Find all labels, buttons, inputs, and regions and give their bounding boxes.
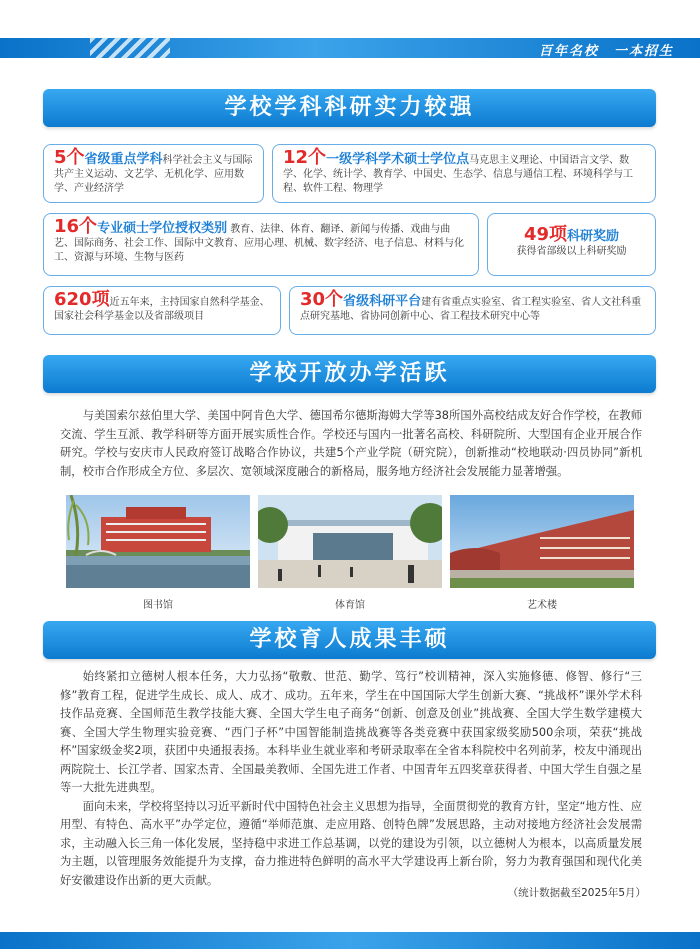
card-number: 16个 bbox=[54, 216, 98, 237]
photo-art-building bbox=[450, 495, 634, 588]
card-number: 30个 bbox=[300, 289, 344, 310]
card-number: 620项 bbox=[54, 289, 110, 310]
card-master-degree-points bbox=[272, 144, 656, 203]
card-projects bbox=[43, 286, 281, 335]
card-number: 49项 bbox=[523, 224, 568, 245]
open-paragraph bbox=[60, 407, 642, 481]
page-header bbox=[0, 0, 700, 62]
card-keyword: 一级学科学术硕士学位点 bbox=[326, 152, 470, 167]
footer-bar bbox=[0, 932, 700, 949]
education-paragraphs bbox=[60, 668, 642, 890]
caption-library: 图书馆 bbox=[143, 600, 173, 611]
card-text: 科学社会主义与国际共产主义运动、文艺学、无机化学、应用数学、产业经济学 bbox=[54, 155, 253, 194]
card-text: 获得省部级以上科研奖励 bbox=[516, 246, 627, 257]
card-text: 近五年来，主持国家自然科学基金、国家社会科学基金以及省部级项目 bbox=[54, 297, 270, 322]
card-keyword: 省级科研平台 bbox=[343, 294, 422, 309]
paragraph-text: 面向未来，学校将坚持以习近平新时代中国特色社会主义思想为指导，全面贯彻党的教育方针，坚定“地方性、应用型、有特色、高水平”办学定位，遵循“举师范旗、走应用路、创特色牌”发展思路，主动对接地方经济社会发展需求，主动融入长三角一体化发展，坚持稳中求进工作总基调，以党的建设为引领，以立德树人为根本，以高质量发展为主题，以管理服务效能提升为支撑，奋力推进特色鲜明的高水平大学建设再上新台阶，努力为教育强国和现代化美好安徽建设作出新的更大贡献。 bbox=[60, 799, 642, 887]
card-keyword: 科研奖励 bbox=[567, 229, 620, 244]
card-text: 建有省重点实验室、省工程实验室、省人文社科重点研究基地、省协同创新中心、省工程技术研究中心等 bbox=[300, 297, 642, 322]
caption-gymnasium: 体育馆 bbox=[335, 600, 365, 611]
art-building-image bbox=[450, 495, 634, 588]
card-text: 教育、法律、体育、翻译、新闻与传播、戏曲与曲艺、国际商务、社会工作、国际中文教育、应用心理、机械、数字经济、电子信息、材料与化工、资源与环境、生物与医药 bbox=[54, 224, 464, 263]
card-keyword: 省级重点学科 bbox=[84, 152, 163, 167]
photo-library bbox=[66, 495, 250, 588]
statistics-note: （统计数据截至2025年5月） bbox=[507, 887, 646, 899]
card-keyword: 专业硕士学位授权类别 bbox=[97, 221, 228, 236]
paragraph-text: 始终紧扣立德树人根本任务，大力弘扬“敬敷、世范、勤学、笃行”校训精神，深入实施修德、修智、修行“三修”教育工程，促进学生成长、成人、成才、成功。五年来，学生在中国国际大学生创新大赛、“挑战杯”课外学术科技作品竞赛、全国师范生教学技能大赛、全国大学生电子商务“创新、创意及创业”挑战赛、全国大学生数学建模大赛、全国大学生物理实验竞赛、“西门子杯”中国智能制造挑战赛等各类竞赛中获国家级奖励500余项，荣获“挑战杯”国家级金奖2项，获团中央通报表扬。本科毕业生就业率和考研录取率在全省本科院校中名列前茅，校友中涌现出两院院士、长江学者、国家杰青、全国最美教师、全国先进工作者、中国青年五四奖章获得者、中国大学生自强之星等一大批先进典型。 bbox=[60, 670, 642, 794]
card-research-awards bbox=[487, 213, 656, 276]
card-key-disciplines bbox=[43, 144, 264, 203]
card-professional-degrees bbox=[43, 213, 479, 276]
section-title-education: 学校育人成果丰硕 bbox=[43, 621, 656, 659]
section-title-research: 学校学科科研实力较强 bbox=[43, 89, 656, 127]
card-text: 马克思主义理论、中国语言文学、数学、化学、统计学、教育学、中国史、生态学、信息与通信工程、环境科学与工程、软件工程、物理学 bbox=[283, 155, 633, 194]
photo-gymnasium bbox=[258, 495, 442, 588]
card-number: 12个 bbox=[283, 147, 327, 168]
library-image bbox=[66, 495, 250, 588]
card-number: 5个 bbox=[54, 147, 85, 168]
card-research-platforms bbox=[289, 286, 656, 335]
header-slogan: 百年名校 一本招生 bbox=[538, 44, 674, 59]
gymnasium-image bbox=[258, 495, 442, 588]
header-stripes bbox=[90, 38, 170, 58]
caption-art-building: 艺术楼 bbox=[527, 600, 557, 611]
paragraph-text: 与美国索尔兹伯里大学、美国中阿肯色大学、德国希尔德斯海姆大学等38所国外高校结成友好合作学校，在教师交流、学生互派、教学科研等方面开展实质性合作。学校还与国内一批著名高校、科研院所、大型国有企业开展合作研究。学校与安庆市人民政府签订战略合作协议，共建5个产业学院（研究院），创新推动“校地联动·四员协同”新机制，校市合作形成全方位、多层次、宽领域深度融合的新格局，服务地方经济社会发展能力显著增强。 bbox=[60, 409, 642, 478]
section-title-open: 学校开放办学活跃 bbox=[43, 355, 656, 393]
